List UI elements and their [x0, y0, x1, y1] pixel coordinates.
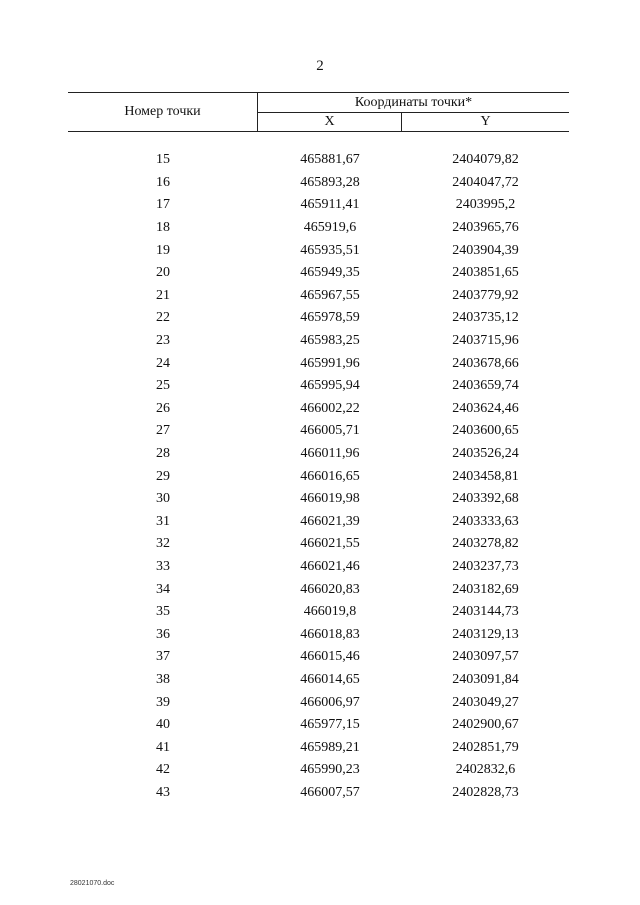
cell-point-number: 21	[156, 287, 170, 303]
cell-point-number: 37	[156, 649, 170, 665]
table-row	[68, 623, 569, 646]
cell-x: 465919,6	[303, 220, 357, 236]
table-row	[68, 714, 569, 737]
cell-y: 2403678,66	[452, 355, 519, 371]
cell-x: 466020,83	[300, 581, 360, 597]
cell-x: 465911,41	[300, 197, 360, 213]
cell-point-number: 27	[156, 423, 170, 439]
cell-point-number: 25	[156, 378, 170, 394]
table-row	[68, 352, 569, 375]
table-row	[68, 285, 569, 308]
cell-y: 2403278,82	[452, 536, 519, 552]
table-row	[68, 149, 569, 172]
cell-point-number: 31	[156, 513, 170, 529]
table-row	[68, 759, 569, 782]
cell-x: 466011,96	[300, 446, 360, 462]
cell-y: 2402828,73	[452, 784, 519, 800]
cell-point-number: 22	[156, 310, 170, 326]
cell-point-number: 30	[156, 491, 170, 507]
footer-filename: 28021070.doc	[70, 880, 115, 887]
cell-y: 2404079,82	[452, 152, 519, 168]
cell-x: 465935,51	[300, 242, 360, 258]
table-row	[68, 330, 569, 353]
cell-point-number: 40	[156, 717, 170, 733]
page-number: 2	[316, 58, 324, 74]
table-row	[68, 782, 569, 805]
cell-point-number: 19	[156, 242, 170, 258]
cell-y: 2403659,74	[452, 378, 519, 394]
table-row	[68, 262, 569, 285]
cell-y: 2403182,69	[452, 581, 519, 597]
cell-point-number: 33	[156, 558, 170, 574]
cell-y: 2402851,79	[452, 739, 519, 755]
table-row	[68, 736, 569, 759]
cell-y: 2403904,39	[452, 242, 519, 258]
cell-y: 2403144,73	[452, 604, 519, 620]
table-row	[68, 420, 569, 443]
cell-x: 465978,59	[300, 310, 360, 326]
cell-point-number: 32	[156, 536, 170, 552]
cell-point-number: 18	[156, 220, 170, 236]
cell-y: 2403129,13	[452, 626, 519, 642]
cell-y: 2403237,73	[452, 558, 519, 574]
cell-x: 466019,98	[300, 491, 360, 507]
table-row	[68, 465, 569, 488]
cell-y: 2403392,68	[452, 491, 519, 507]
cell-x: 465989,21	[300, 739, 360, 755]
table-body	[68, 132, 569, 804]
cell-point-number: 24	[156, 355, 170, 371]
cell-x: 465949,35	[300, 265, 360, 281]
cell-point-number: 41	[156, 739, 170, 755]
cell-x: 466019,8	[303, 604, 357, 620]
cell-point-number: 34	[156, 581, 170, 597]
cell-y: 2403049,27	[452, 694, 519, 710]
cell-x: 466005,71	[300, 423, 360, 439]
table-row	[68, 691, 569, 714]
cell-y: 2403851,65	[452, 265, 519, 281]
cell-x: 466021,55	[300, 536, 360, 552]
cell-y: 2403091,84	[452, 671, 519, 687]
cell-x: 466014,65	[300, 671, 360, 687]
cell-x: 466016,65	[300, 468, 360, 484]
cell-y: 2402832,6	[455, 762, 516, 778]
table-row	[68, 443, 569, 466]
table-row	[68, 601, 569, 624]
cell-x: 466006,97	[300, 694, 360, 710]
table-row	[68, 533, 569, 556]
cell-point-number: 39	[156, 694, 170, 710]
cell-point-number: 26	[156, 400, 170, 416]
table-row	[68, 511, 569, 534]
cell-point-number: 16	[156, 174, 170, 190]
table-row	[68, 556, 569, 579]
cell-y: 2404047,72	[452, 174, 519, 190]
table-row	[68, 172, 569, 195]
table-row	[68, 669, 569, 692]
table-row	[68, 398, 569, 421]
coordinates-table	[68, 92, 569, 804]
cell-x: 465991,96	[300, 355, 360, 371]
cell-y: 2403995,2	[455, 197, 516, 213]
cell-y: 2403715,96	[452, 333, 519, 349]
cell-y: 2403458,81	[452, 468, 519, 484]
cell-point-number: 38	[156, 671, 170, 687]
cell-x: 465881,67	[300, 152, 360, 168]
cell-point-number: 43	[156, 784, 170, 800]
cell-point-number: 28	[156, 446, 170, 462]
cell-x: 466002,22	[300, 400, 360, 416]
cell-point-number: 35	[156, 604, 170, 620]
cell-x: 466021,46	[300, 558, 360, 574]
cell-y: 2403965,76	[452, 220, 519, 236]
table-row	[68, 307, 569, 330]
cell-y: 2403624,46	[452, 400, 519, 416]
table-row	[68, 578, 569, 601]
table-row	[68, 488, 569, 511]
header-y: Y	[480, 114, 491, 129]
cell-x: 465983,25	[300, 333, 360, 349]
cell-point-number: 17	[156, 197, 170, 213]
cell-y: 2403779,92	[452, 287, 519, 303]
table-row	[68, 194, 569, 217]
cell-x: 465995,94	[300, 378, 360, 394]
table-row	[68, 239, 569, 262]
cell-y: 2403600,65	[452, 423, 519, 439]
header-coordinates: Координаты точки*	[258, 93, 569, 113]
cell-point-number: 15	[156, 152, 170, 168]
cell-x: 465977,15	[300, 717, 360, 733]
cell-y: 2403333,63	[452, 513, 519, 529]
cell-x: 466007,57	[300, 784, 360, 800]
cell-y: 2402900,67	[452, 717, 519, 733]
cell-x: 465893,28	[300, 174, 360, 190]
cell-point-number: 42	[156, 762, 170, 778]
cell-point-number: 20	[156, 265, 170, 281]
cell-y: 2403526,24	[452, 446, 519, 462]
cell-x: 465990,23	[300, 762, 360, 778]
cell-point-number: 36	[156, 626, 170, 642]
cell-point-number: 29	[156, 468, 170, 484]
cell-x: 466021,39	[300, 513, 360, 529]
table-header	[68, 92, 569, 132]
cell-y: 2403735,12	[452, 310, 519, 326]
cell-point-number: 23	[156, 333, 170, 349]
table-row	[68, 217, 569, 240]
cell-x: 466018,83	[300, 626, 360, 642]
cell-x: 466015,46	[300, 649, 360, 665]
cell-x: 465967,55	[300, 287, 360, 303]
cell-y: 2403097,57	[452, 649, 519, 665]
header-x: X	[258, 113, 402, 131]
table-row	[68, 646, 569, 669]
header-point-number: Номер точки	[68, 93, 258, 131]
table-row	[68, 375, 569, 398]
